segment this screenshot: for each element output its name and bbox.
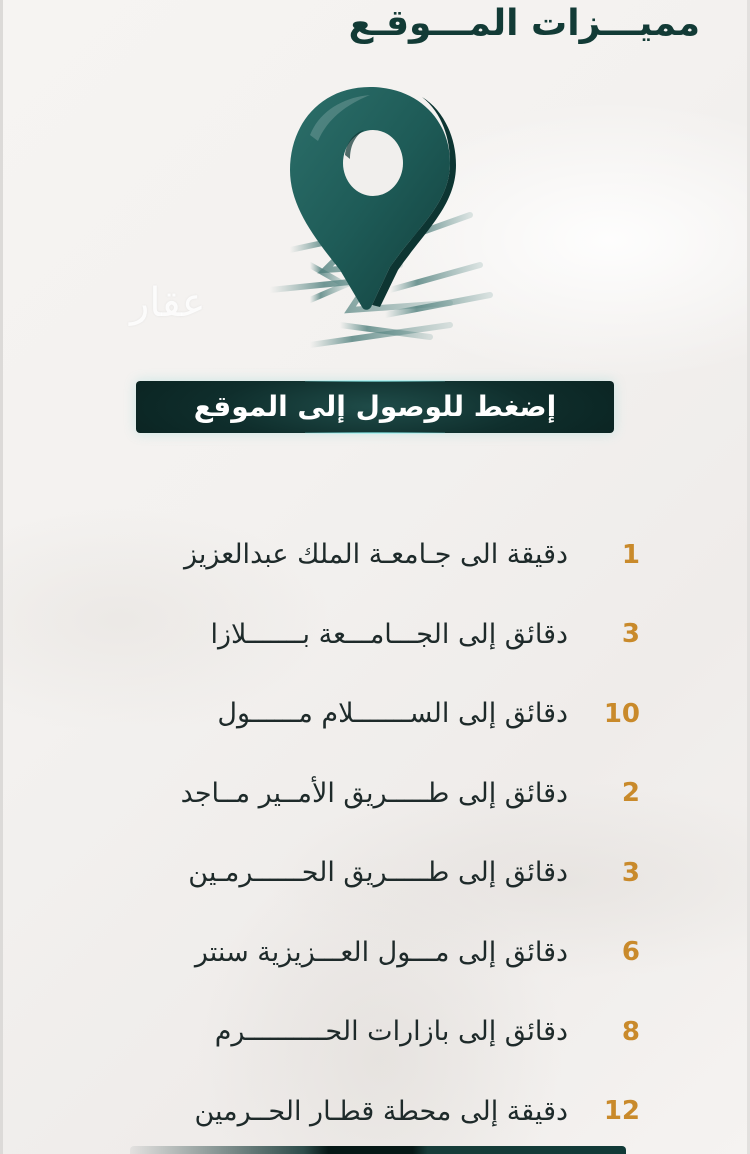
feature-item xyxy=(110,674,640,754)
feature-item xyxy=(110,754,640,834)
feature-text: دقائق إلى مـــول العـــزيزية سنتر xyxy=(194,936,568,968)
feature-text: دقيقة الى جـامعـة الملك عبدالعزيز xyxy=(184,539,568,571)
feature-text: دقائق إلى طـــــريق الأمــير مــاجد xyxy=(180,777,568,809)
frame-edge-left xyxy=(0,0,3,1154)
feature-item xyxy=(110,1072,640,1152)
location-features-list xyxy=(110,515,640,1151)
feature-text: دقائق إلى طـــــريق الحــــــرمـين xyxy=(188,857,568,889)
map-pin-icon xyxy=(250,75,510,355)
feature-minutes: 8 xyxy=(621,1016,640,1047)
feature-minutes: 3 xyxy=(621,619,640,650)
feature-item xyxy=(110,833,640,913)
feature-item xyxy=(110,913,640,993)
bottom-accent-bar xyxy=(130,1146,626,1154)
go-to-location-label: إضغط للوصول إلى الموقع xyxy=(193,390,557,423)
feature-text: دقائق إلى بازارات الحــــــــــرم xyxy=(214,1016,568,1048)
feature-text: دقائق إلى الجـــامـــعة بـــــــلازا xyxy=(210,618,568,650)
feature-minutes: 6 xyxy=(621,937,640,968)
go-to-location-button[interactable] xyxy=(136,381,614,433)
feature-minutes: 2 xyxy=(621,778,640,809)
watermark-logo: عقار xyxy=(130,280,206,326)
feature-item xyxy=(110,515,640,595)
feature-item xyxy=(110,992,640,1072)
feature-text: دقائق إلى الســـــــلام مــــــول xyxy=(217,698,568,730)
page-title: مميـــزات المـــوقـع xyxy=(348,3,700,44)
feature-text: دقيقة إلى محطة قطـار الحــرمين xyxy=(194,1095,568,1127)
feature-item xyxy=(110,595,640,675)
feature-minutes: 3 xyxy=(621,857,640,888)
feature-minutes: 1 xyxy=(621,539,640,570)
feature-minutes: 10 xyxy=(603,698,640,729)
feature-minutes: 12 xyxy=(603,1096,640,1127)
